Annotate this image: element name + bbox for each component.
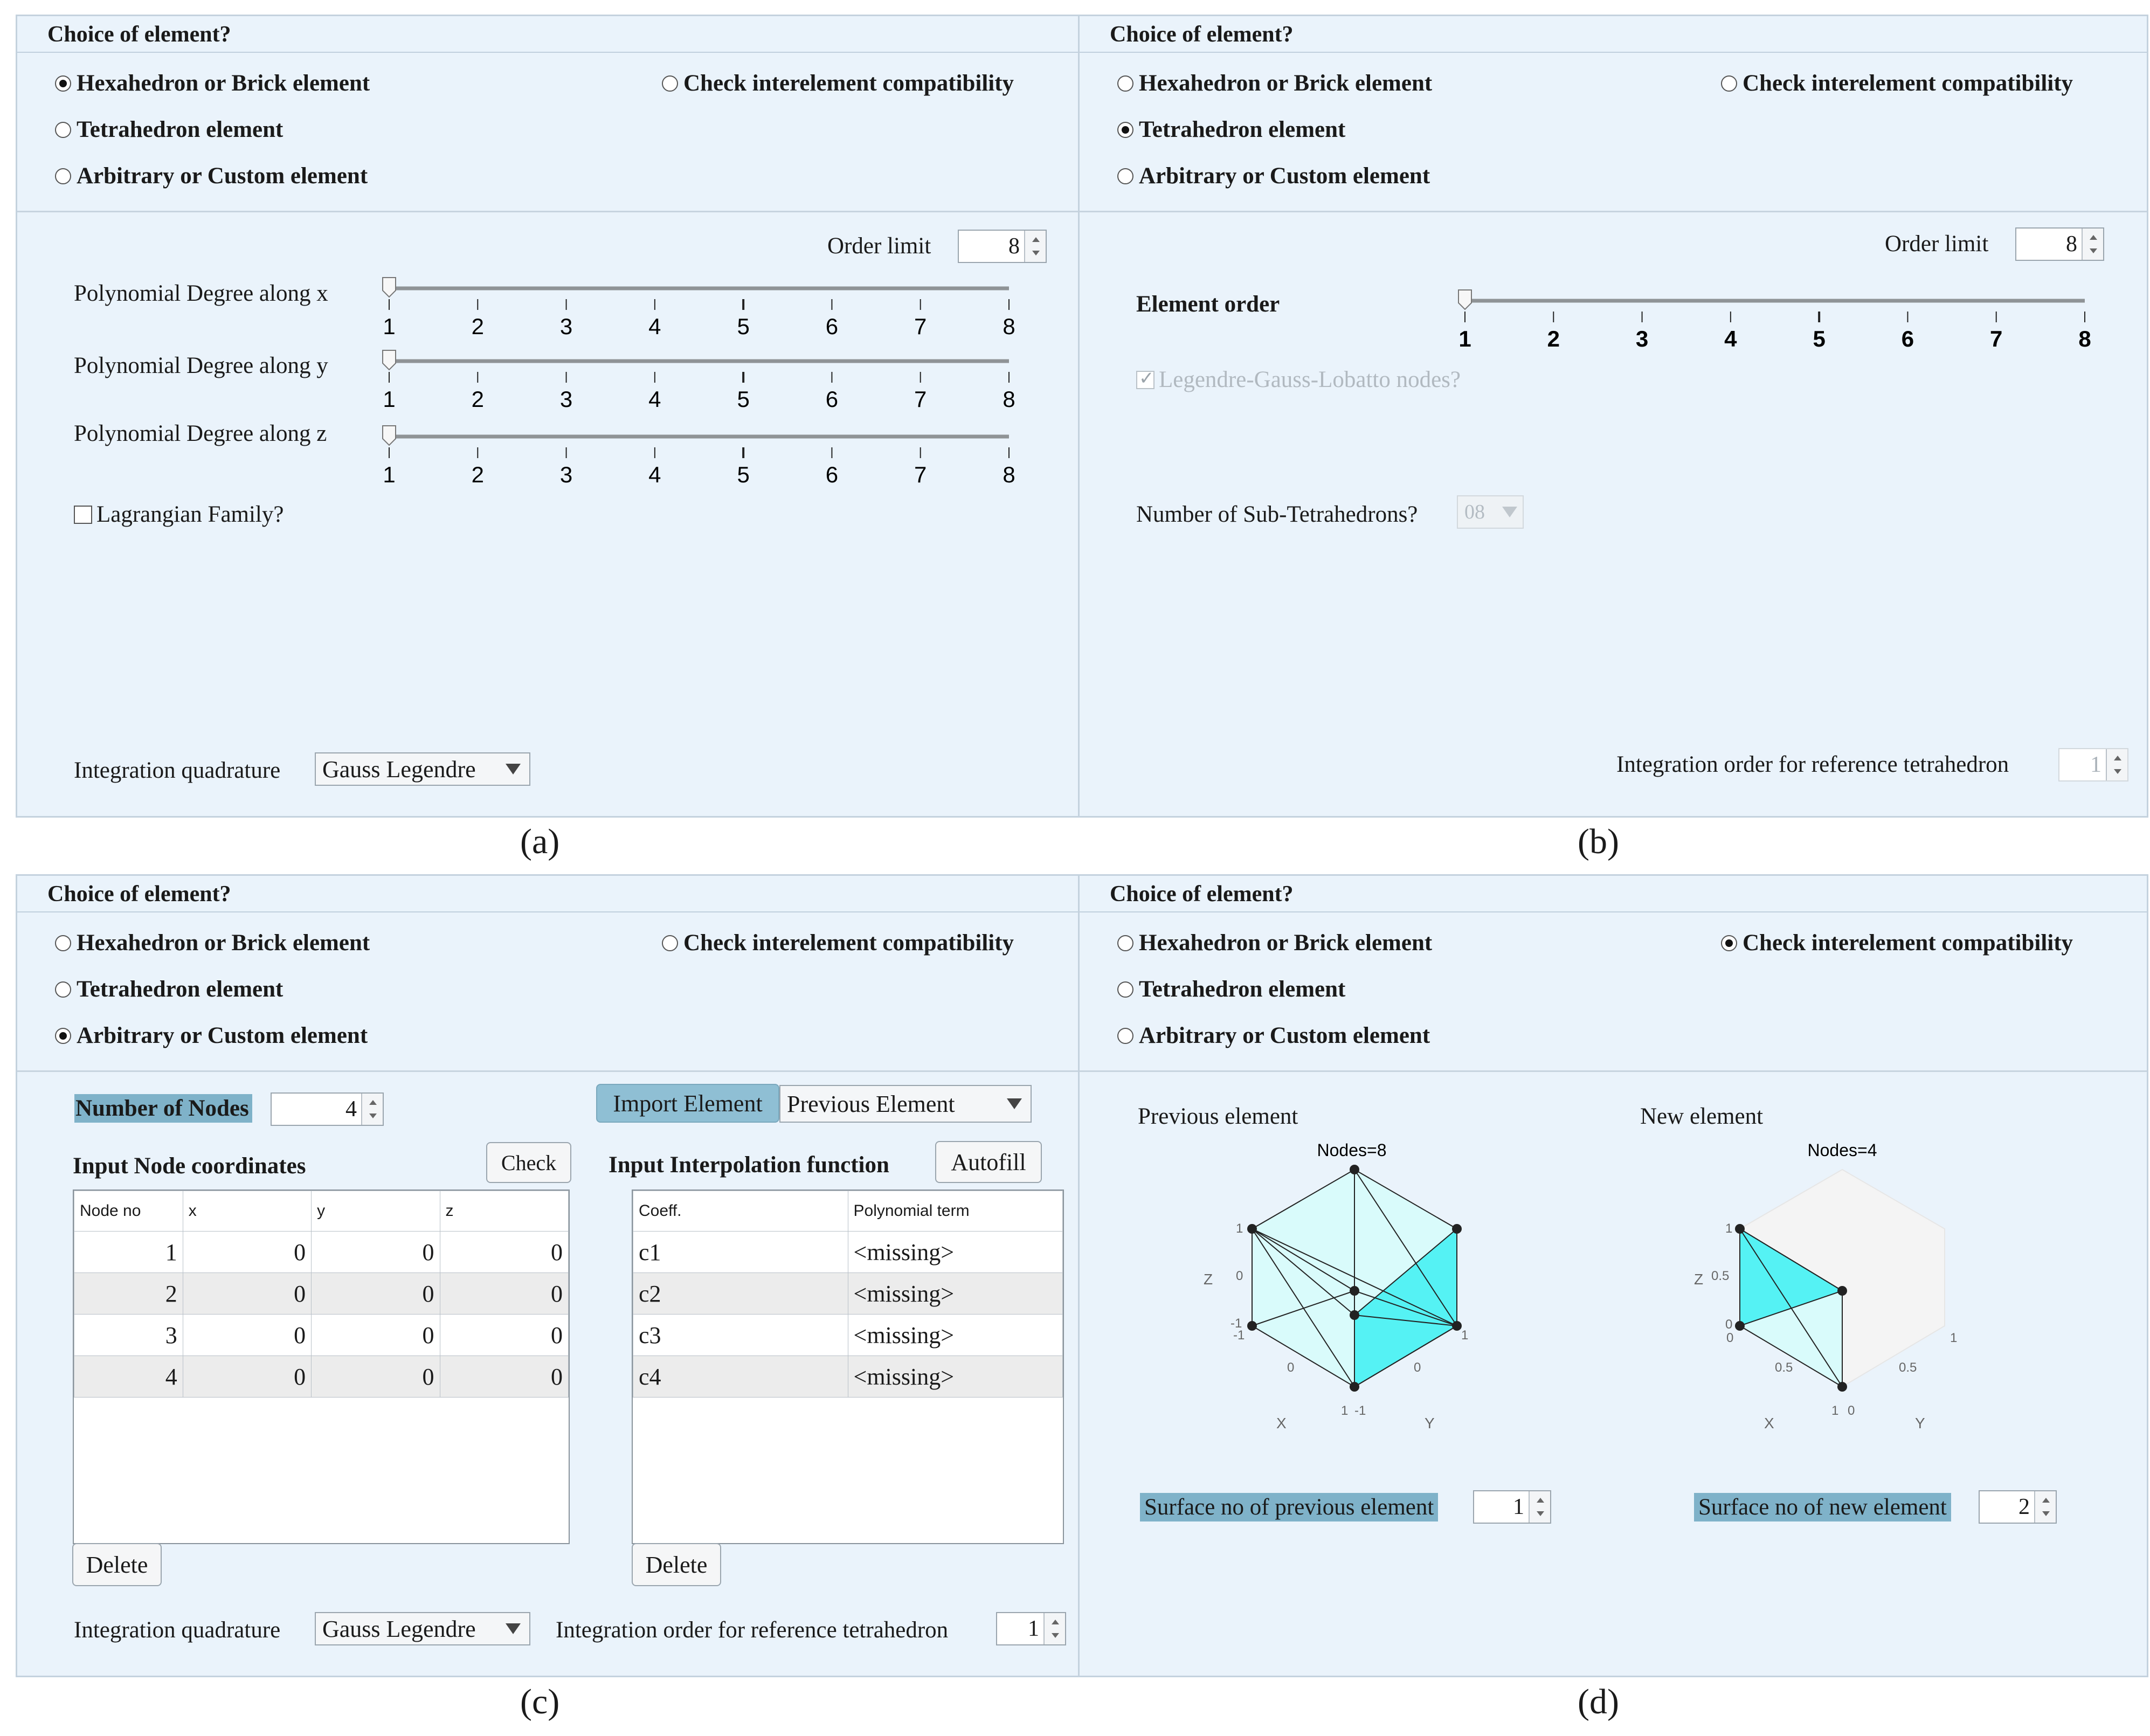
prev-surface-spinner[interactable]: 1 [1473, 1490, 1551, 1524]
spinner-arrows[interactable] [361, 1094, 383, 1125]
radio-check-compatibility[interactable]: Check interelement compatibility [662, 70, 1014, 96]
svg-text:-1: -1 [1233, 1328, 1245, 1343]
table-row[interactable]: 4 0 0 0 [74, 1356, 569, 1398]
slider-thumb[interactable] [383, 278, 396, 297]
svg-text:1: 1 [1341, 1403, 1349, 1418]
new-element-title: New element [1640, 1104, 1764, 1129]
radio-hexahedron[interactable]: Hexahedron or Brick element [55, 930, 370, 956]
svg-text:1: 1 [1236, 1221, 1243, 1236]
slider-tick-label: 1 [383, 386, 396, 410]
svg-text:1: 1 [1725, 1221, 1733, 1236]
spinner-arrows[interactable] [1043, 1613, 1065, 1644]
col-z: z [440, 1191, 568, 1232]
quadrature-dropdown[interactable]: Gauss Legendre [315, 1612, 530, 1645]
radio-check-compatibility[interactable]: Check interelement compatibility [662, 930, 1014, 956]
degree-y-label: Polynomial Degree along y [74, 353, 328, 378]
slider-tick-label: 4 [1724, 326, 1737, 349]
radio-arbitrary[interactable]: Arbitrary or Custom element [1117, 1022, 1430, 1049]
element-choice-group [1080, 912, 2147, 1072]
svg-text:1: 1 [1831, 1403, 1839, 1418]
caption-d: (d) [1578, 1682, 1619, 1721]
degree-z-label: Polynomial Degree along z [74, 421, 327, 446]
slider-tick-label: 5 [737, 314, 750, 337]
order-limit-label: Order limit [827, 233, 931, 259]
radio-circle[interactable] [55, 122, 71, 138]
slider-tick-label: 6 [825, 386, 839, 410]
radio-tetrahedron[interactable]: Tetrahedron element [1117, 976, 1345, 1002]
radio-arbitrary[interactable]: Arbitrary or Custom element [1117, 163, 1430, 189]
radio-arbitrary[interactable]: Arbitrary or Custom element [55, 163, 368, 189]
slider-tick-label: 2 [471, 462, 484, 485]
slider-tick-label: 7 [914, 462, 927, 485]
new-surface-spinner[interactable]: 2 [1979, 1490, 2057, 1524]
int-order-label: Integration order for reference tetrahedron [1616, 752, 2009, 777]
slider-tick-label: 7 [914, 314, 927, 337]
caption-c: (c) [520, 1682, 560, 1721]
svg-text:Y: Y [1915, 1415, 1925, 1431]
subtet-label: Number of Sub-Tetrahedrons? [1136, 502, 1418, 527]
element-order-label: Element order [1136, 292, 1280, 317]
svg-text:0: 0 [1725, 1317, 1733, 1332]
lagrangian-checkbox[interactable]: Lagrangian Family? [74, 501, 284, 528]
radio-circle[interactable] [1117, 1028, 1133, 1044]
spinner-arrows[interactable] [2034, 1491, 2056, 1523]
slider-tick-label: 8 [1003, 462, 1015, 485]
caption-b: (b) [1578, 822, 1619, 861]
table-row[interactable]: 3 0 0 0 [74, 1315, 569, 1356]
slider-tick-label: 4 [648, 462, 661, 485]
prev-surface-label: Surface no of previous element [1140, 1493, 1438, 1521]
svg-text:0: 0 [1848, 1403, 1855, 1418]
table-row[interactable]: c1 <missing> [633, 1232, 1063, 1273]
radio-hexahedron[interactable]: Hexahedron or Brick element [1117, 70, 1432, 96]
subtet-dropdown[interactable]: 08 [1457, 495, 1524, 529]
num-nodes-spinner[interactable]: 4 [271, 1092, 384, 1126]
slider-tick-label: 1 [1458, 326, 1471, 349]
new-surface-label: Surface no of new element [1694, 1493, 1951, 1521]
slider-tick-label: 5 [737, 386, 750, 410]
radio-circle[interactable] [1721, 75, 1737, 92]
choice-header [1080, 876, 2147, 912]
radio-hexahedron[interactable]: Hexahedron or Brick element [1117, 930, 1432, 956]
slider-tick-label: 5 [1813, 326, 1826, 349]
slider-tick-label: 4 [648, 314, 661, 337]
radio-circle[interactable] [1721, 935, 1737, 951]
panel-c [16, 874, 1086, 1677]
slider-thumb[interactable] [383, 426, 396, 445]
table-row[interactable]: c4 <missing> [633, 1356, 1063, 1398]
table-row[interactable]: c2 <missing> [633, 1273, 1063, 1315]
spinner-arrows[interactable] [2082, 229, 2103, 260]
table-row[interactable]: c3 <missing> [633, 1315, 1063, 1356]
choice-title: Choice of element? [47, 882, 231, 907]
previous-element-title: Previous element [1138, 1104, 1298, 1129]
slider-tick-label: 6 [825, 462, 839, 485]
svg-text:Z: Z [1204, 1271, 1213, 1288]
svg-text:0: 0 [1414, 1360, 1421, 1375]
new-element-plot [1662, 1135, 1996, 1436]
svg-text:Z: Z [1694, 1271, 1704, 1288]
panel-a [16, 15, 1086, 818]
plot-title: Nodes=8 [1317, 1140, 1387, 1160]
slider-thumb[interactable] [1458, 290, 1471, 309]
chevron-down-icon [1502, 507, 1517, 517]
radio-arbitrary[interactable]: Arbitrary or Custom element [55, 1022, 368, 1049]
slider-tick-label: 3 [559, 314, 573, 337]
table-row[interactable]: 2 0 0 0 [74, 1273, 569, 1315]
slider-tick-label: 2 [471, 386, 484, 410]
radio-circle[interactable] [1117, 168, 1133, 184]
svg-text:0: 0 [1236, 1269, 1243, 1283]
chevron-down-icon [1007, 1098, 1022, 1109]
svg-text:0: 0 [1726, 1331, 1734, 1345]
slider-tick-label: 4 [648, 386, 661, 410]
chevron-down-icon [506, 1623, 521, 1634]
node-coords-title: Input Node coordinates [73, 1153, 306, 1179]
degree-z-slider[interactable] [357, 420, 1020, 485]
lgl-nodes-checkbox[interactable]: ✓ Legendre-Gauss-Lobatto nodes? [1136, 366, 1461, 393]
col-coeff: Coeff. [633, 1191, 848, 1232]
caption-a: (a) [520, 822, 560, 861]
choice-title: Choice of element? [47, 22, 231, 47]
radio-check-compatibility[interactable]: Check interelement compatibility [1721, 70, 2073, 96]
int-order-label: Integration order for reference tetrahedron [556, 1617, 949, 1643]
autofill-button[interactable]: Autofill [935, 1141, 1042, 1183]
svg-text:0.5: 0.5 [1775, 1360, 1793, 1375]
num-nodes-label: Number of Nodes [74, 1094, 252, 1123]
quadrature-label: Integration quadrature [74, 1617, 281, 1643]
radio-circle[interactable] [1117, 75, 1133, 92]
degree-y-slider[interactable] [357, 345, 1020, 410]
element-order-slider[interactable] [1433, 285, 2096, 349]
panel-d [1078, 874, 2148, 1677]
radio-hexahedron[interactable]: Hexahedron or Brick element [55, 70, 370, 96]
slider-tick-label: 8 [1003, 386, 1015, 410]
radio-tetrahedron[interactable]: Tetrahedron element [55, 976, 283, 1002]
radio-circle[interactable] [1117, 935, 1133, 951]
col-polynomial-term: Polynomial term [848, 1191, 1063, 1232]
spinner-arrows[interactable] [2106, 749, 2127, 780]
degree-x-slider[interactable] [357, 272, 1020, 337]
interp-title: Input Interpolation function [609, 1152, 889, 1178]
delete-node-button[interactable]: Delete [72, 1543, 162, 1586]
svg-text:1: 1 [1461, 1328, 1469, 1343]
checkbox-box[interactable] [1136, 371, 1154, 389]
svg-text:X: X [1276, 1415, 1287, 1431]
choice-title: Choice of element? [1110, 22, 1294, 47]
col-y: y [312, 1191, 440, 1232]
element-choice-group [1080, 53, 2147, 212]
slider-tick-label: 6 [825, 314, 839, 337]
table-header-row [74, 1191, 569, 1232]
chevron-down-icon [506, 764, 521, 774]
interp-table [632, 1189, 1064, 1544]
node-coords-table [73, 1189, 570, 1544]
radio-tetrahedron[interactable]: Tetrahedron element [1117, 116, 1345, 143]
previous-element-plot [1166, 1135, 1500, 1436]
slider-tick-label: 3 [559, 386, 573, 410]
quadrature-label: Integration quadrature [74, 758, 281, 783]
svg-text:0.5: 0.5 [1711, 1269, 1730, 1283]
svg-text:1: 1 [1950, 1331, 1958, 1345]
spinner-arrows[interactable] [1024, 231, 1046, 262]
import-element-button[interactable]: Import Element [596, 1084, 779, 1123]
slider-tick-label: 1 [383, 314, 396, 337]
slider-tick-label: 7 [1990, 326, 2003, 349]
slider-thumb[interactable] [383, 350, 396, 370]
radio-circle[interactable] [1117, 122, 1133, 138]
radio-check-compatibility[interactable]: Check interelement compatibility [1721, 930, 2073, 956]
radio-circle[interactable] [55, 981, 71, 998]
int-order-spinner[interactable]: 1 [996, 1612, 1066, 1645]
delete-coeff-button[interactable]: Delete [632, 1543, 721, 1586]
order-limit-spinner[interactable]: 8 [2015, 227, 2104, 261]
table-row[interactable]: 1 0 0 0 [74, 1232, 569, 1273]
radio-circle[interactable] [662, 75, 678, 92]
slider-tick-label: 2 [1547, 326, 1560, 349]
svg-text:0: 0 [1287, 1360, 1295, 1375]
svg-text:X: X [1764, 1415, 1774, 1431]
radio-circle[interactable] [55, 1028, 71, 1044]
choice-title: Choice of element? [1110, 882, 1294, 907]
radio-circle[interactable] [662, 935, 678, 951]
svg-text:Y: Y [1425, 1415, 1435, 1431]
slider-tick-label: 1 [383, 462, 396, 485]
order-limit-spinner[interactable]: 8 [958, 230, 1047, 263]
choice-header [17, 876, 1084, 912]
check-button[interactable]: Check [486, 1142, 571, 1183]
slider-tick-label: 8 [1003, 314, 1015, 337]
col-node-no: Node no [74, 1191, 183, 1232]
slider-tick-label: 3 [1635, 326, 1649, 349]
spinner-arrows[interactable] [1529, 1491, 1550, 1523]
slider-tick-label: 8 [2078, 326, 2091, 349]
quadrature-dropdown[interactable]: Gauss Legendre [315, 752, 530, 786]
radio-circle[interactable] [55, 75, 71, 92]
choice-header [17, 16, 1084, 53]
svg-text:-1: -1 [1230, 1316, 1242, 1331]
plot-title: Nodes=4 [1807, 1140, 1877, 1160]
checkbox-box[interactable] [74, 506, 92, 524]
order-limit-label: Order limit [1885, 231, 1989, 257]
col-x: x [183, 1191, 311, 1232]
svg-text:-1: -1 [1354, 1403, 1366, 1418]
slider-tick-label: 7 [914, 386, 927, 410]
slider-tick-label: 3 [559, 462, 573, 485]
slider-tick-label: 6 [1901, 326, 1914, 349]
degree-x-label: Polynomial Degree along x [74, 281, 328, 306]
radio-circle[interactable] [55, 168, 71, 184]
element-choice-group [17, 53, 1084, 212]
radio-circle[interactable] [1117, 981, 1133, 998]
radio-circle[interactable] [55, 935, 71, 951]
panel-b [1078, 15, 2148, 818]
slider-tick-label: 5 [737, 462, 750, 485]
slider-tick-label: 2 [471, 314, 484, 337]
int-order-spinner[interactable]: 1 [2058, 748, 2128, 781]
table-header-row [633, 1191, 1063, 1232]
svg-text:0.5: 0.5 [1899, 1360, 1917, 1375]
previous-element-dropdown[interactable]: Previous Element [779, 1085, 1032, 1123]
radio-tetrahedron[interactable]: Tetrahedron element [55, 116, 283, 143]
element-choice-group [17, 912, 1084, 1072]
choice-header [1080, 16, 2147, 53]
